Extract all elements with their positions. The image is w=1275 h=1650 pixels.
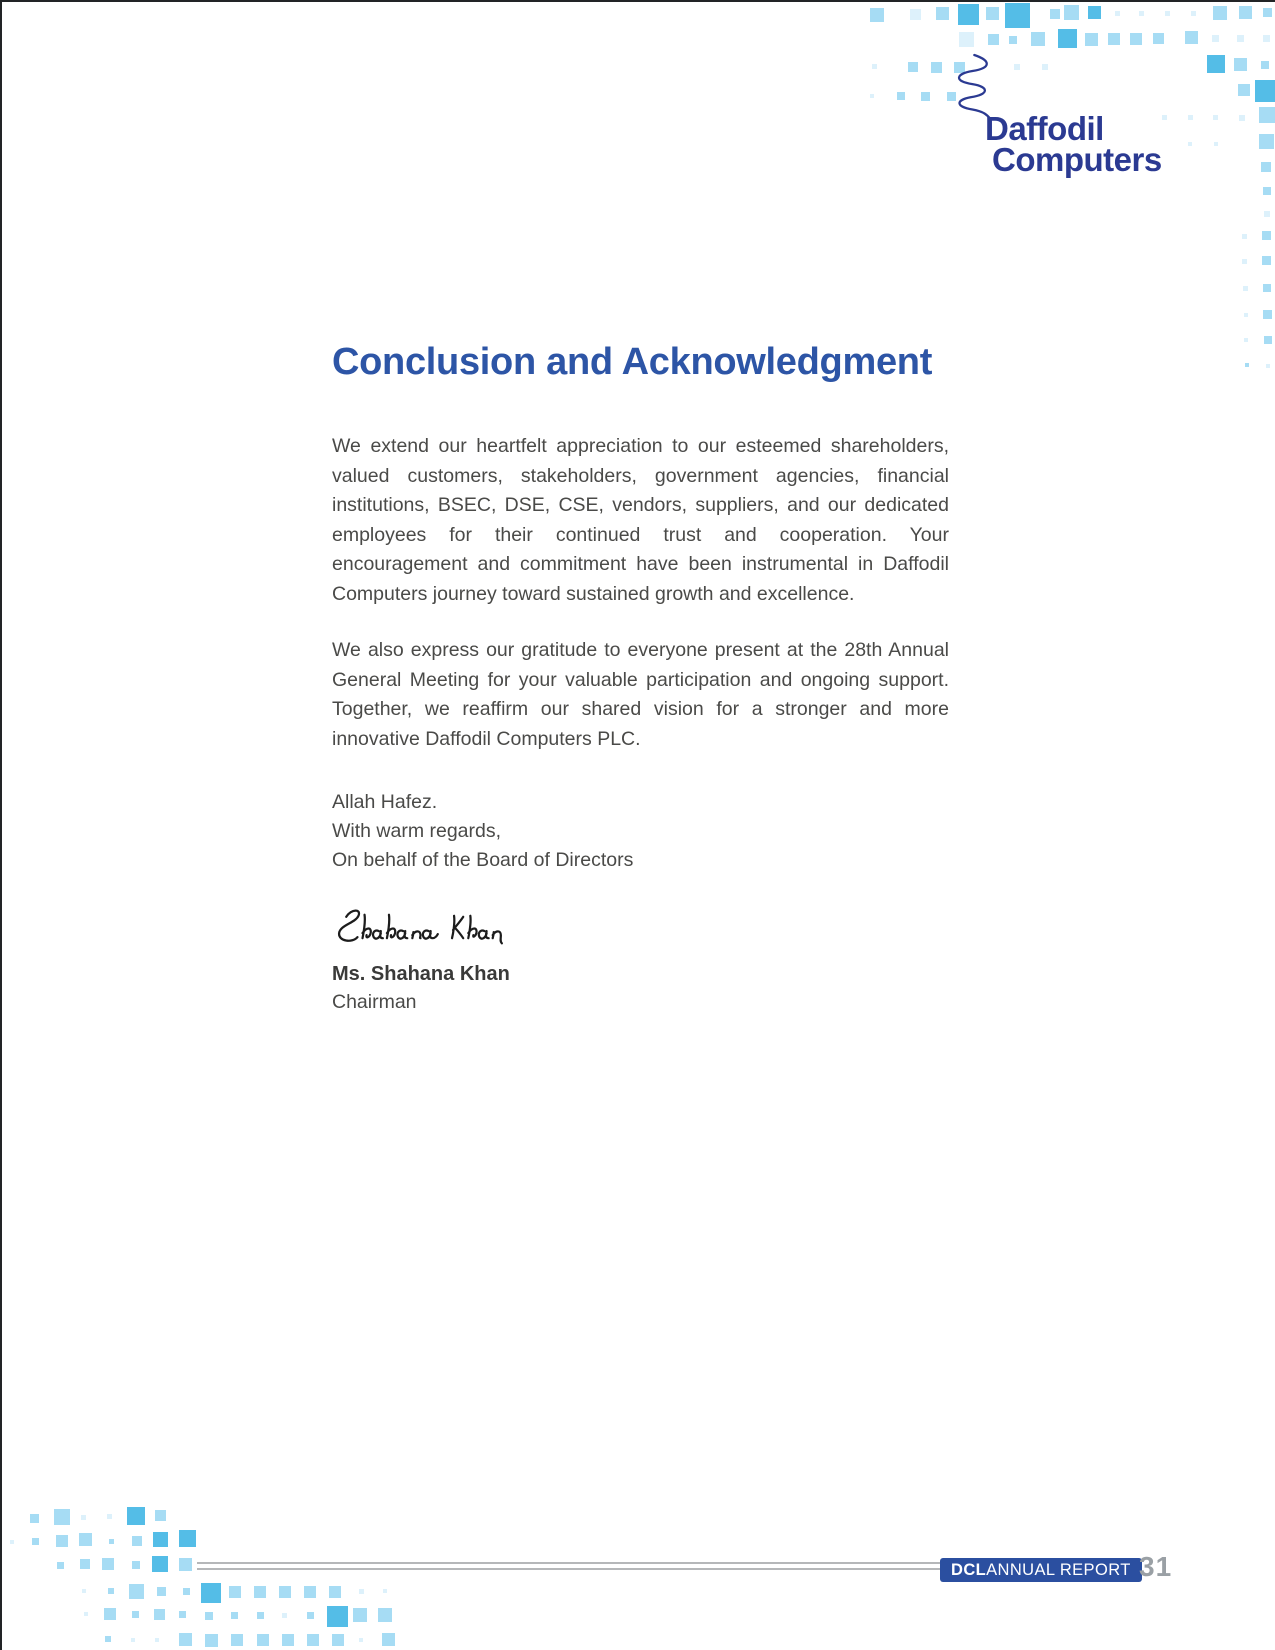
decor-square bbox=[1188, 142, 1192, 146]
decor-square bbox=[1263, 187, 1271, 195]
decor-square bbox=[931, 62, 942, 73]
decor-square bbox=[359, 1589, 364, 1594]
page-number: 31 bbox=[1139, 1551, 1173, 1582]
decor-square bbox=[30, 1514, 39, 1523]
decor-square bbox=[56, 1535, 68, 1547]
decor-square bbox=[1058, 29, 1077, 48]
decor-square bbox=[129, 1584, 144, 1599]
decor-square bbox=[1214, 142, 1218, 146]
decor-square bbox=[908, 62, 918, 72]
decor-square bbox=[1153, 33, 1164, 44]
decor-square bbox=[1245, 363, 1249, 367]
decor-square bbox=[179, 1530, 196, 1547]
decor-square bbox=[80, 1559, 90, 1569]
decor-square bbox=[109, 1539, 114, 1544]
decor-square bbox=[81, 1515, 86, 1520]
decor-square bbox=[1188, 115, 1193, 120]
logo-wordmark-line1: Daffodil bbox=[985, 110, 1104, 147]
decor-square bbox=[359, 1638, 363, 1642]
badge-annual-report-label: ANNUAL REPORT bbox=[986, 1560, 1131, 1579]
decor-square bbox=[32, 1538, 39, 1545]
decor-square bbox=[1242, 234, 1247, 239]
decor-square bbox=[282, 1634, 294, 1646]
decor-square bbox=[1243, 286, 1248, 291]
decor-square bbox=[105, 1636, 111, 1642]
decor-square bbox=[1207, 55, 1225, 73]
decor-square bbox=[104, 1608, 116, 1620]
decor-square bbox=[79, 1533, 92, 1546]
decor-square bbox=[1263, 35, 1270, 42]
decor-square bbox=[897, 92, 905, 100]
decor-square bbox=[1108, 33, 1120, 45]
decor-square bbox=[107, 1514, 112, 1519]
decor-square bbox=[327, 1606, 348, 1627]
decor-square bbox=[282, 1613, 287, 1618]
decor-square bbox=[383, 1589, 387, 1593]
page-title: Conclusion and Acknowledgment bbox=[332, 341, 933, 383]
closing-line-on-behalf: On behalf of the Board of Directors bbox=[332, 849, 634, 871]
decor-square bbox=[1213, 6, 1227, 20]
decor-square bbox=[1262, 256, 1271, 265]
decor-square bbox=[1213, 115, 1218, 120]
decor-square bbox=[1239, 6, 1252, 19]
decor-square bbox=[353, 1608, 367, 1622]
decor-square bbox=[988, 34, 999, 45]
decor-square bbox=[1115, 11, 1120, 16]
decor-square bbox=[986, 7, 999, 20]
decor-square bbox=[1005, 3, 1030, 28]
decor-square bbox=[1088, 6, 1101, 19]
letter-content bbox=[332, 342, 949, 1015]
decor-square bbox=[157, 1587, 166, 1596]
decor-square bbox=[179, 1611, 186, 1618]
decor-square bbox=[155, 1638, 159, 1642]
decor-square bbox=[936, 7, 949, 20]
decor-square bbox=[279, 1586, 291, 1598]
decor-square bbox=[153, 1532, 168, 1547]
logo-wordmark-line2: Computers bbox=[992, 141, 1162, 178]
decor-square bbox=[1264, 211, 1270, 217]
decor-square bbox=[1263, 310, 1272, 319]
decor-square bbox=[1255, 80, 1275, 102]
decor-square bbox=[102, 1558, 114, 1570]
decor-square bbox=[1139, 11, 1144, 16]
decor-square bbox=[870, 94, 874, 98]
decor-square bbox=[1237, 35, 1244, 42]
paragraph-gratitude: We also express our gratitude to everyone present at the 28th Annual General Meeting for your valuable participation and ongoing support. Together, we reaffirm our shared vision for a stronger and more innovative Daffodil Computers PLC. bbox=[332, 639, 949, 750]
decor-square bbox=[229, 1586, 241, 1598]
closing-line-warm-regards: With warm regards, bbox=[332, 820, 502, 842]
decor-square bbox=[84, 1612, 88, 1616]
decor-square bbox=[1212, 35, 1219, 42]
badge-dcl-label: DCL bbox=[951, 1560, 987, 1579]
decor-square bbox=[1185, 31, 1198, 44]
decor-square bbox=[921, 92, 930, 101]
decor-square bbox=[1130, 33, 1142, 45]
decor-square bbox=[1262, 231, 1271, 240]
signatory-title: Chairman bbox=[332, 991, 417, 1013]
decor-square bbox=[179, 1558, 192, 1571]
annual-report-badge bbox=[940, 1558, 1142, 1582]
decor-square bbox=[132, 1536, 142, 1546]
decor-square bbox=[872, 64, 877, 69]
decor-square bbox=[1263, 8, 1272, 17]
decor-square bbox=[1244, 313, 1248, 317]
decor-square bbox=[183, 1588, 190, 1595]
decor-square bbox=[205, 1634, 218, 1647]
decor-square bbox=[1261, 162, 1271, 172]
decor-square bbox=[382, 1633, 395, 1646]
decor-square bbox=[329, 1586, 341, 1598]
decor-square bbox=[254, 1586, 266, 1598]
decor-square bbox=[1009, 36, 1017, 44]
footer-double-rule bbox=[197, 1562, 940, 1570]
decor-square bbox=[1064, 5, 1079, 20]
decor-square bbox=[304, 1586, 316, 1598]
decor-square bbox=[378, 1608, 392, 1622]
decor-square bbox=[205, 1612, 213, 1620]
handwritten-signature-image bbox=[332, 905, 510, 949]
decor-square bbox=[1165, 11, 1170, 16]
decor-square bbox=[307, 1612, 314, 1619]
decor-square bbox=[1266, 364, 1270, 368]
decor-square bbox=[1050, 9, 1060, 19]
decor-square bbox=[959, 32, 974, 47]
decor-square bbox=[307, 1634, 319, 1646]
decor-square bbox=[132, 1561, 140, 1569]
decor-square bbox=[958, 4, 979, 25]
decor-square bbox=[154, 1609, 165, 1620]
decor-square bbox=[108, 1588, 114, 1594]
decor-square bbox=[152, 1556, 168, 1572]
decor-square bbox=[1234, 58, 1247, 71]
decor-square bbox=[155, 1510, 166, 1521]
decor-square bbox=[179, 1633, 192, 1646]
decor-square bbox=[54, 1509, 70, 1525]
decor-square bbox=[257, 1634, 269, 1646]
decor-square bbox=[910, 9, 921, 20]
decor-square bbox=[1242, 259, 1247, 264]
decor-square bbox=[332, 1634, 344, 1646]
closing-block bbox=[332, 788, 949, 875]
decor-square bbox=[1014, 64, 1020, 70]
decor-square bbox=[1238, 84, 1250, 96]
decor-square bbox=[132, 1611, 139, 1618]
decor-square bbox=[201, 1583, 221, 1603]
decor-square bbox=[1261, 61, 1269, 69]
decor-square bbox=[1263, 284, 1271, 292]
decor-square bbox=[1162, 115, 1167, 120]
decor-square bbox=[1259, 134, 1274, 149]
decor-square bbox=[231, 1612, 238, 1619]
decor-square bbox=[1259, 107, 1275, 123]
decor-square bbox=[257, 1612, 264, 1619]
decor-square bbox=[1191, 11, 1196, 16]
decor-square bbox=[870, 8, 884, 22]
decor-square bbox=[1042, 64, 1048, 70]
decor-square bbox=[82, 1589, 86, 1593]
decor-square bbox=[131, 1638, 135, 1642]
decor-square bbox=[1239, 115, 1245, 121]
decor-square bbox=[231, 1634, 243, 1646]
decor-square bbox=[1031, 32, 1045, 46]
signatory-name: Ms. Shahana Khan bbox=[332, 963, 510, 985]
paragraph-appreciation: We extend our heartfelt appreciation to our esteemed shareholders, valued customers, stakeholders, government agencies, financial institutions, BSEC, DSE, CSE, vendors, suppliers, and our dedicated employees for their continued trust and cooperation. Your encouragement and commitment have been instrumental in Daffodil Computers journey toward sustained growth and excellence. bbox=[332, 435, 949, 605]
decor-square bbox=[10, 1540, 14, 1544]
decor-square bbox=[1085, 33, 1098, 46]
decor-square bbox=[1244, 338, 1248, 342]
decor-square bbox=[57, 1562, 64, 1569]
decor-square bbox=[1264, 336, 1272, 344]
closing-line-allah-hafez: Allah Hafez. bbox=[332, 791, 438, 813]
decor-square bbox=[127, 1507, 145, 1525]
